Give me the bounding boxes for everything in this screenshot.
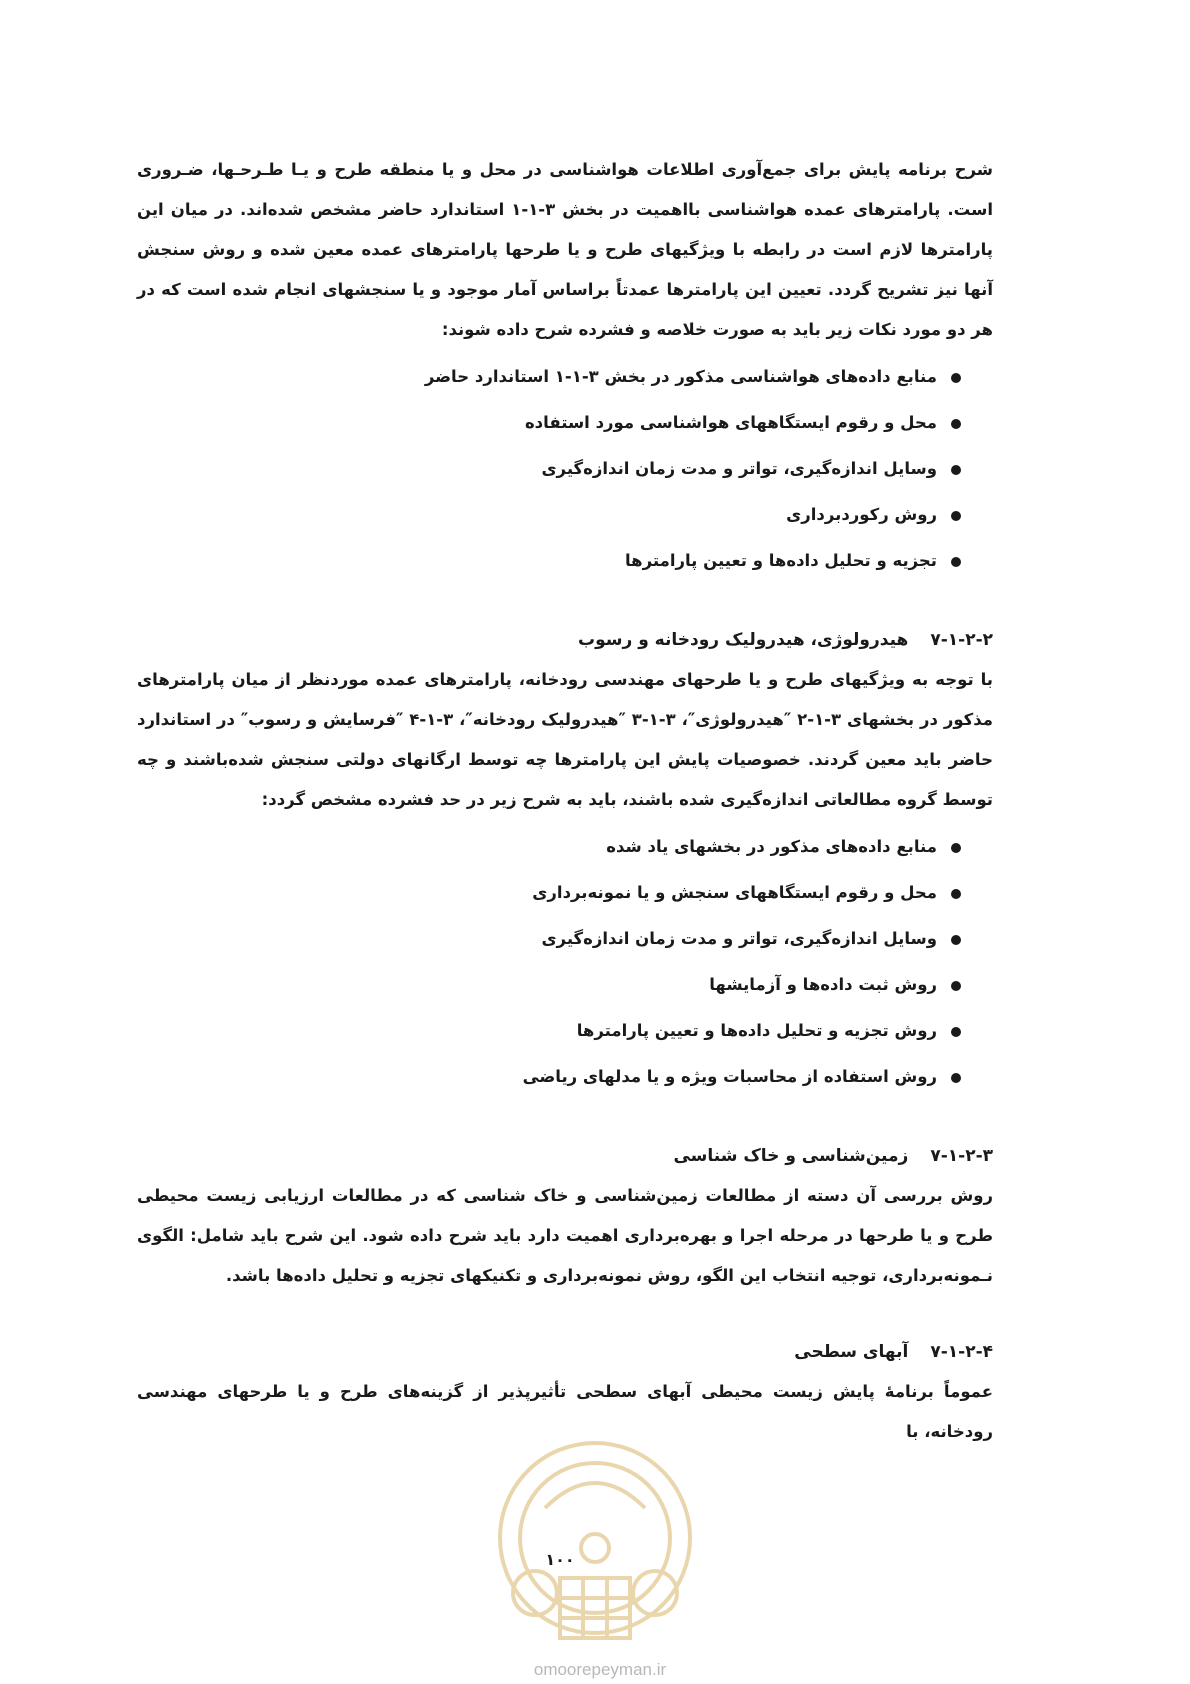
hydrology-bullet-list bbox=[137, 824, 993, 1100]
list-item: منابع داده‌های مذکور در بخشهای یاد شده bbox=[137, 824, 961, 870]
page-number: ۱۰۰ bbox=[545, 1550, 575, 1569]
bullet-icon bbox=[951, 935, 961, 945]
section-number: ۷-۱-۲-۳ bbox=[930, 1146, 993, 1166]
list-item: وسایل اندازه‌گیری، تواتر و مدت زمان اندازه‌گیری bbox=[137, 446, 961, 492]
geology-paragraph: روش بررسی آن دسته از مطالعات زمین‌شناسی و خاک شناسی که در مطالعات ارزیابی زیست محیطی طرح و یا طرحها در مرحله اجرا و بهره‌برداری اهمیت دارد باید شرح داده شود. این شرح باید شامل: الگوی نـمونه‌برداری، توجیه انتخاب این الگو، روش نمونه‌برداری و تکنیکهای تجزیه و تحلیل داده‌ها باشد. bbox=[137, 1186, 993, 1285]
list-item: روش ثبت داده‌ها و آزمایشها bbox=[137, 962, 961, 1008]
hydrology-paragraph: با توجه به ویژگیهای طرح و یا طرحهای مهندسی رودخانه، پارامترهای عمده موردنظر از میان پارامترهای مذکور در بخشهای ۳-۱-۲ ″هیدرولوژی″، ۳-۱-۳ ″هیدرولیک رودخانه″، ۳-۱-۴ ″فرسایش و رسوب″ در استاندارد حاضر باید معین گردند. خصوصیات پایش این پارامترها چه توسط ارگانهای دولتی سنجش شده‌باشند و چه توسط گروه مطالعاتی اندازه‌گیری شده باشند، باید به شرح زیر در حد فشرده مشخص گردد: bbox=[137, 670, 994, 809]
bullet-icon bbox=[951, 1027, 961, 1037]
section-title: زمین‌شناسی و خاک شناسی bbox=[673, 1146, 909, 1166]
intro-paragraph: شرح برنامه پایش برای جمع‌آوری اطلاعات هواشناسی در محل و یا منطقه طرح و یـا طـرحـها، ضـروری است. پارامترهای عمده هواشناسی بااهمیت در بخش ۳-۱-۱ استاندارد حاضر مشخص شده‌اند. در میان این پارامترها لازم است در رابطه با ویژگیهای طرح و یا طرحها پارامترهای عمده معین شده و روش سنجش آنها نیز تشریح گردد. تعیین این پارامترها عمدتاً براساس آمار موجود و یا سنجشهای انجام شده است که در هر دو مورد نکات زیر باید به صورت خلاصه و فشرده شرح داده شوند: bbox=[137, 160, 993, 339]
section-title: آبهای سطحی bbox=[794, 1342, 909, 1362]
section-title: هیدرولوژی، هیدرولیک رودخانه و رسوب bbox=[578, 630, 909, 650]
section-heading-hydrology bbox=[137, 620, 993, 660]
list-item: روش استفاده از محاسبات ویژه و یا مدلهای ریاضی bbox=[137, 1054, 961, 1100]
list-item: محل و رقوم ایستگاههای سنجش و یا نمونه‌برداری bbox=[137, 870, 961, 916]
bullet-icon bbox=[951, 981, 961, 991]
bullet-icon bbox=[951, 511, 961, 521]
bullet-icon bbox=[951, 1073, 961, 1083]
section-heading-geology bbox=[137, 1136, 993, 1176]
page-content bbox=[137, 150, 993, 1452]
bullet-icon bbox=[951, 557, 961, 567]
intro-bullet-list bbox=[137, 354, 993, 584]
surface-water-paragraph: عموماً برنامهٔ پایش زیست محیطی آبهای سطحی تأثیرپذیر از گزینه‌های طرح و یا طرحهای مهندسی رودخانه، با bbox=[137, 1382, 993, 1441]
seal-logo-icon bbox=[475, 1428, 715, 1658]
bullet-icon bbox=[951, 419, 961, 429]
list-item: روش رکوردبرداری bbox=[137, 492, 961, 538]
section-number: ۷-۱-۲-۴ bbox=[930, 1342, 993, 1362]
section-heading-surface-water bbox=[137, 1332, 993, 1372]
watermark-text: omoorepeyman.ir bbox=[533, 1660, 667, 1679]
section-number: ۷-۱-۲-۲ bbox=[930, 630, 993, 650]
list-item: محل و رقوم ایستگاههای هواشناسی مورد استفاده bbox=[137, 400, 961, 446]
list-item: تجزیه و تحلیل داده‌ها و تعیین پارامترها bbox=[137, 538, 961, 584]
list-item: روش تجزیه و تحلیل داده‌ها و تعیین پارامترها bbox=[137, 1008, 961, 1054]
list-item: وسایل اندازه‌گیری، تواتر و مدت زمان اندازه‌گیری bbox=[137, 916, 961, 962]
bullet-icon bbox=[951, 465, 961, 475]
list-item: منابع داده‌های هواشناسی مذکور در بخش ۳-۱-۱ استاندارد حاضر bbox=[137, 354, 961, 400]
bullet-icon bbox=[951, 373, 961, 383]
bullet-icon bbox=[951, 843, 961, 853]
bullet-icon bbox=[951, 889, 961, 899]
